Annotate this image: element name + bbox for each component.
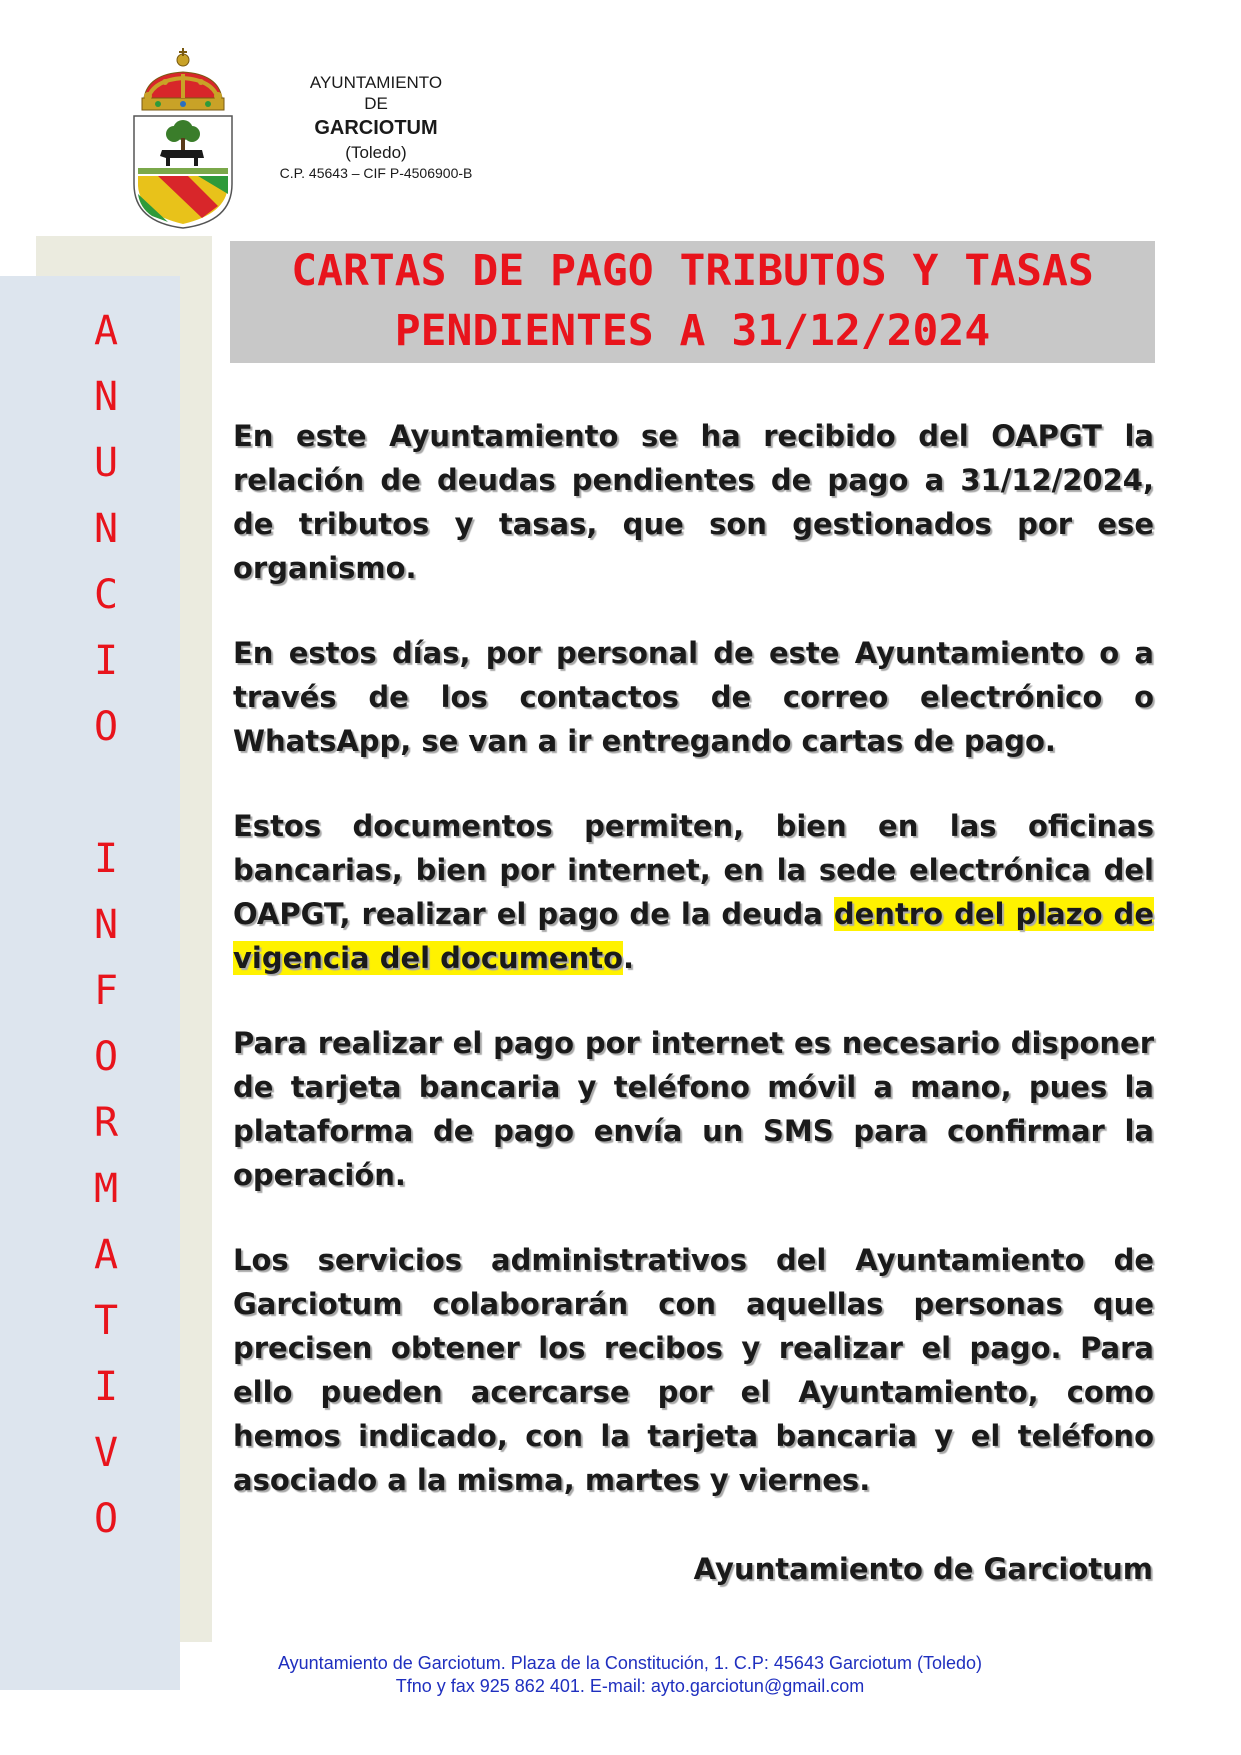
side-letter: U — [93, 440, 119, 486]
side-letter: N — [93, 374, 119, 420]
notice-body — [233, 414, 1154, 1543]
side-letter: I — [93, 1364, 119, 1410]
paragraph-1: En este Ayuntamiento se ha recibido del OAPGT la relación de deudas pendientes de pago a 31/12/2024, de tributos y tasas, que son gestionados por ese organismo. — [233, 419, 1154, 585]
title-line-2: PENDIENTES A 31/12/2024 — [394, 306, 991, 356]
side-letter: R — [93, 1100, 119, 1146]
title-line-1: CARTAS DE PAGO TRIBUTOS Y TASAS — [291, 246, 1094, 296]
signature: Ayuntamiento de Garciotum — [693, 1552, 1153, 1586]
municipality-header — [248, 72, 504, 183]
header-line-postal-cif: C.P. 45643 – CIF P-4506900-B — [279, 165, 473, 181]
side-letter: A — [93, 1232, 119, 1278]
coat-of-arms-logo — [128, 44, 238, 232]
footer-address: Ayuntamiento de Garciotum. Plaza de la Constitución, 1. C.P: 45643 Garciotum (Toledo) — [277, 1653, 983, 1673]
side-letter: O — [93, 1496, 119, 1542]
side-letter: I — [93, 836, 119, 882]
side-letter: F — [93, 968, 119, 1014]
header-line-ayuntamiento: AYUNTAMIENTO — [309, 73, 443, 92]
header-line-de: DE — [364, 94, 388, 113]
paragraph-4: Para realizar el pago por internet es necesario disponer de tarjeta bancaria y teléfono móvil a mano, pues la plataforma de pago envía un SMS para confirmar la operación. — [233, 1026, 1154, 1192]
paragraph-3-start: Estos documentos permiten, bien en las oficinas bancarias, bien por internet, en la sede electrónica del OAPGT, realizar el pago de la deuda — [233, 809, 1154, 931]
highlighted-validity-text: dentro del plazo de vigencia del documento — [233, 897, 1154, 975]
side-letter: N — [93, 902, 119, 948]
notice-title — [230, 241, 1155, 363]
side-letter: C — [93, 572, 119, 618]
side-letter: A — [93, 308, 119, 354]
header-line-town: GARCIOTUM — [314, 117, 438, 139]
paragraph-2: En estos días, por personal de este Ayuntamiento o a través de los contactos de correo electrónico o WhatsApp, se van a ir entregando cartas de pago. — [233, 636, 1154, 758]
side-label-anuncio-informativo — [66, 298, 146, 1552]
side-letter: T — [93, 1298, 119, 1344]
paragraph-5: Los servicios administrativos del Ayuntamiento de Garciotum colaborarán con aquellas personas que precisen obtener los recibos y realizar el pago. Para ello pueden acercarse por el Ayuntamiento, como hemos indicado, con la tarjeta bancaria y el teléfono asociado a la misma, martes y viernes. — [233, 1243, 1154, 1497]
side-letter: N — [93, 506, 119, 552]
footer-contact — [200, 1652, 1060, 1698]
paragraph-3-end: . — [623, 941, 635, 975]
footer-phone-email: Tfno y fax 925 862 401. E-mail: ayto.garciotun@gmail.com — [395, 1676, 865, 1696]
side-letter: O — [93, 704, 119, 750]
side-letter: O — [93, 1034, 119, 1080]
side-letter: V — [93, 1430, 119, 1476]
header-line-province: (Toledo) — [345, 143, 407, 162]
paragraph-3 — [233, 804, 1154, 980]
side-letter: I — [93, 638, 119, 684]
side-letter — [66, 760, 146, 826]
side-letter: M — [93, 1166, 119, 1212]
